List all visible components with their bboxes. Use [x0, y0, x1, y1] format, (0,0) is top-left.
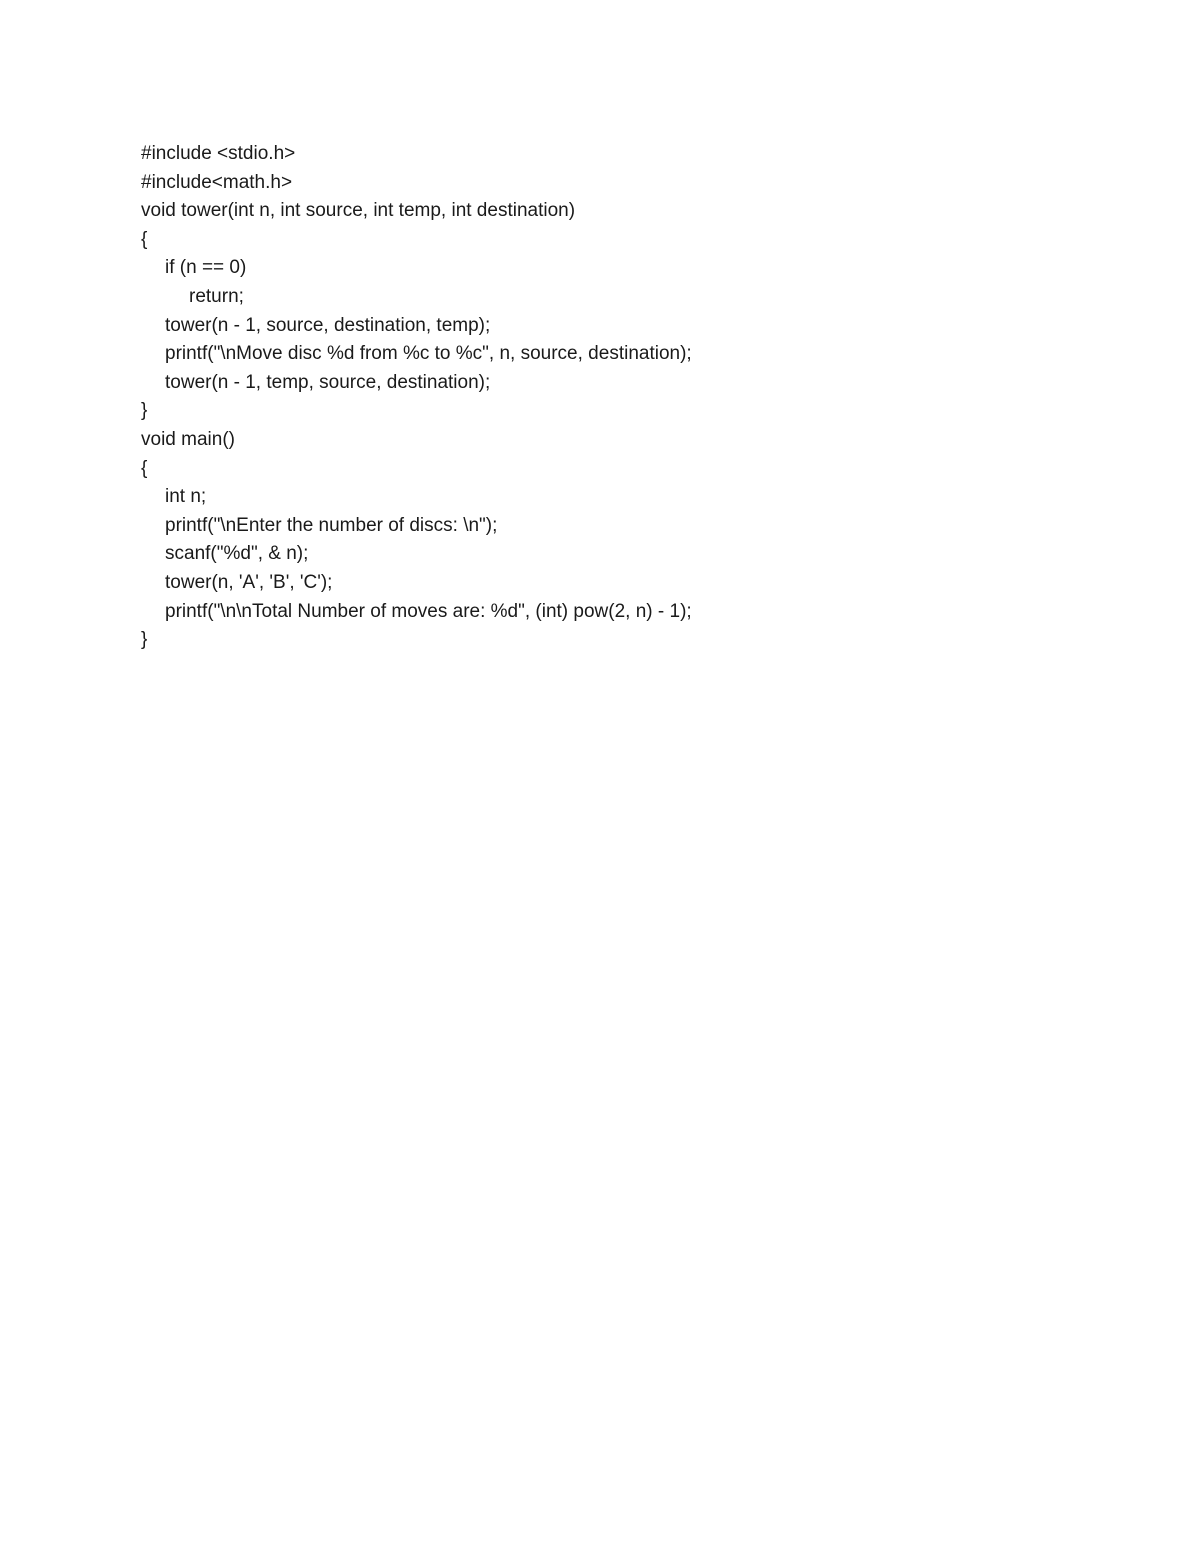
code-line: printf("\nEnter the number of discs: \n"); — [165, 514, 498, 536]
code-line: } — [141, 629, 148, 651]
code-listing — [141, 140, 692, 655]
code-line: } — [141, 400, 148, 422]
code-line: void tower(int n, int source, int temp, int destination) — [141, 200, 576, 222]
code-line: int n; — [165, 486, 207, 508]
code-line: #include<math.h> — [141, 171, 293, 193]
code-line: #include <stdio.h> — [141, 143, 296, 164]
code-line: tower(n, 'A', 'B', 'C'); — [165, 571, 333, 593]
code-line: { — [141, 228, 148, 250]
code-line: if (n == 0) — [165, 257, 247, 279]
code-line: tower(n - 1, temp, source, destination); — [165, 371, 491, 393]
code-line: scanf("%d", & n); — [165, 543, 309, 565]
code-line: printf("\nMove disc %d from %c to %c", n, source, destination); — [165, 343, 692, 365]
code-line: void main() — [141, 428, 235, 450]
code-line: printf("\n\nTotal Number of moves are: %d", (int) pow(2, n) - 1); — [165, 600, 692, 622]
code-line: { — [141, 457, 148, 479]
code-line: tower(n - 1, source, destination, temp); — [165, 314, 491, 336]
code-line: return; — [189, 285, 244, 307]
